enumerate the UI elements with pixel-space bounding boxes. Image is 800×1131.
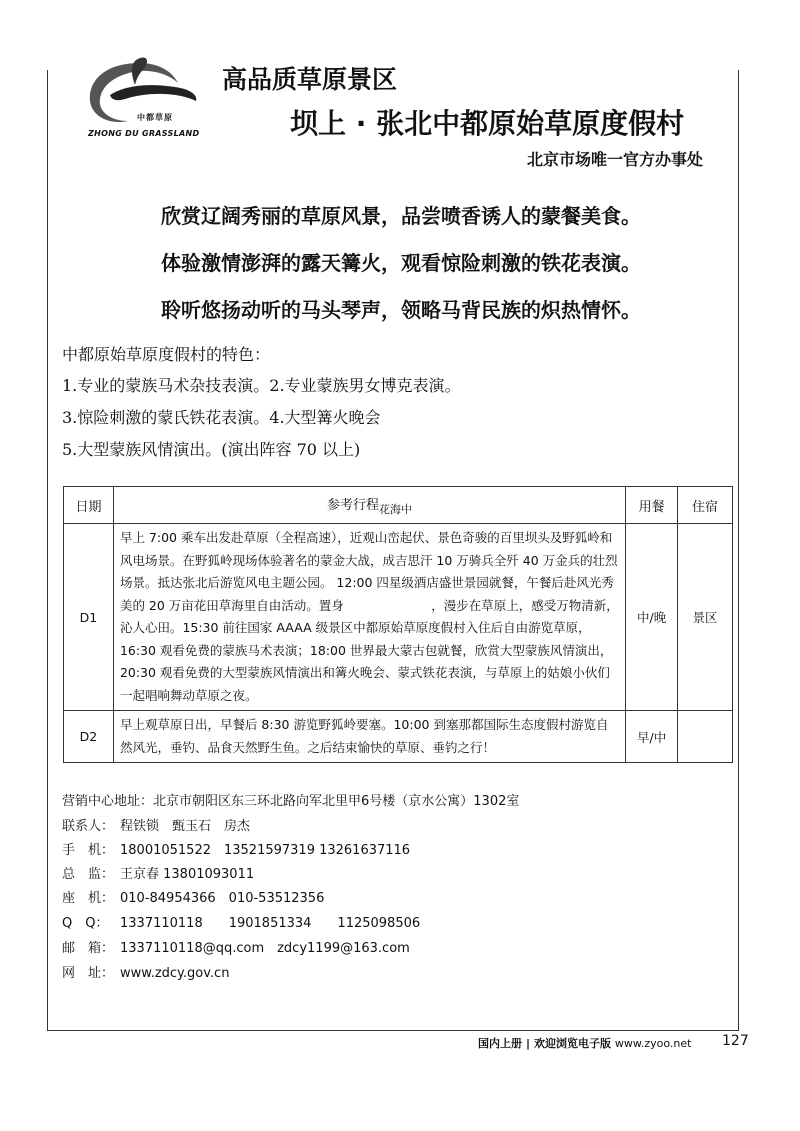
headline-resort-name: 坝上 · 张北中都原始草原度假村 bbox=[290, 107, 685, 140]
feature-line: 1.专业的蒙族马术杂技表演。2.专业蒙族男女博克表演。 bbox=[62, 376, 461, 395]
header-itinerary bbox=[113, 487, 625, 524]
contact-address: 营销中心地址：北京市朝阳区东三环北路向军北里甲6号楼（京水公寓）1302室 bbox=[62, 794, 520, 809]
footer-url[interactable]: www.zyoo.net bbox=[614, 1037, 692, 1050]
header-stay: 住宿 bbox=[678, 487, 733, 524]
header-meal: 用餐 bbox=[626, 487, 678, 524]
row-day: D1 bbox=[64, 524, 114, 711]
page-number: 127 bbox=[722, 1033, 749, 1049]
contact-qq bbox=[62, 912, 420, 931]
slogan-line: 欣赏辽阔秀丽的草原风景，品尝喷香诱人的蒙餐美食。 bbox=[161, 204, 641, 228]
footer-separator: | bbox=[526, 1037, 531, 1050]
footer bbox=[478, 1035, 691, 1051]
table-row bbox=[64, 524, 733, 711]
contact-people bbox=[62, 815, 250, 834]
slogan-line: 体验激情澎湃的露天篝火，观看惊险刺激的铁花表演。 bbox=[161, 251, 641, 275]
table-row bbox=[64, 711, 733, 763]
contact-value: 1337110118@qq.com zdcy1199@163.com bbox=[120, 941, 410, 956]
contact-value: 程铁锁 甄玉石 房杰 bbox=[120, 819, 251, 834]
contact-label: 联系人： bbox=[62, 819, 115, 834]
header-date: 日期 bbox=[64, 487, 114, 524]
contact-value: 王京春 13801093011 bbox=[120, 867, 255, 882]
feature-line: 3.惊险刺激的蒙氏铁花表演。4.大型篝火晚会 bbox=[62, 408, 381, 427]
contact-label: 总 监： bbox=[62, 867, 115, 882]
header-itinerary-note: 花海中 bbox=[379, 502, 413, 516]
logo-chinese-name: 中都草原 bbox=[137, 113, 173, 122]
row-description: 早上观草原日出，早餐后 8:30 游览野狐岭要塞。10:00 到塞那都国际生态度假村游览自然风光，垂钓、品食天然野生鱼。之后结束愉快的草原、垂钓之行！ bbox=[113, 711, 625, 763]
footer-welcome: 欢迎浏览电子版 bbox=[534, 1037, 612, 1050]
contact-label: Q Q： bbox=[62, 916, 109, 931]
row-stay: 景区 bbox=[678, 524, 733, 711]
contact-label: 邮 箱： bbox=[62, 941, 115, 956]
contact-mobile bbox=[62, 839, 410, 858]
row-meal: 中/晚 bbox=[626, 524, 678, 711]
contact-label: 座 机： bbox=[62, 891, 115, 906]
contact-director bbox=[62, 863, 254, 882]
contact-value: www.zdcy.gov.cn bbox=[120, 966, 230, 981]
header-itinerary-label: 参考行程 bbox=[327, 497, 380, 513]
contact-email bbox=[62, 937, 410, 956]
footer-section: 国内上册 bbox=[478, 1037, 522, 1050]
contact-label: 网 址： bbox=[62, 966, 115, 981]
contact-value: 18001051522 13521597319 13261637116 bbox=[120, 843, 411, 858]
contact-label: 手 机： bbox=[62, 843, 115, 858]
row-day: D2 bbox=[64, 711, 114, 763]
slogan-line: 聆听悠扬动听的马头琴声，领略马背民族的炽热情怀。 bbox=[161, 298, 641, 322]
row-stay bbox=[678, 711, 733, 763]
headline-primary: 高品质草原景区 bbox=[222, 65, 398, 94]
contact-web bbox=[62, 962, 229, 981]
feature-line: 5.大型蒙族风情演出。(演出阵容 70 以上) bbox=[62, 440, 361, 459]
headline-office: 北京市场唯一官方办事处 bbox=[527, 150, 704, 169]
row-meal: 早/中 bbox=[626, 711, 678, 763]
contact-phone bbox=[62, 887, 324, 906]
itinerary-table bbox=[63, 486, 733, 763]
features-title: 中都原始草原度假村的特色： bbox=[62, 345, 271, 364]
table-header-row bbox=[64, 487, 733, 524]
row-description: 早上 7:00 乘车出发赴草原（全程高速），近观山峦起伏、景色奇骏的百里坝头及野狐岭和风电场景。在野狐岭现场体验著名的蒙金大战，成吉思汗 10 万骑兵全歼 40 万金兵的壮烈场景。抵达张北后游览风电主题公园。 12:00 四星级酒店盛世景园就餐，午餐后赴风光秀美的 20 万亩花田草海里自由活动。置身 ，漫步在草原上，感受万物清新，沁人心田。15:30 前往国家 AAAA 级景区中都原始草原度假村入住后自由游览草原，16:30 观看免费的蒙族马术表演；18:00 世界最大蒙古包就餐，欣赏大型蒙族风情演出，20:30 观看免费的大型蒙族风情演出和篝火晚会、蒙式铁花表演，与草原上的姑娘小伙们一起唱响舞动草原之夜。 bbox=[113, 524, 625, 711]
contact-value: 010-84954366 010-53512356 bbox=[120, 891, 325, 906]
logo-english-name: ZHONG DU GRASSLAND bbox=[88, 129, 200, 138]
contact-value: 1337110118 1901851334 1125098506 bbox=[120, 916, 421, 931]
